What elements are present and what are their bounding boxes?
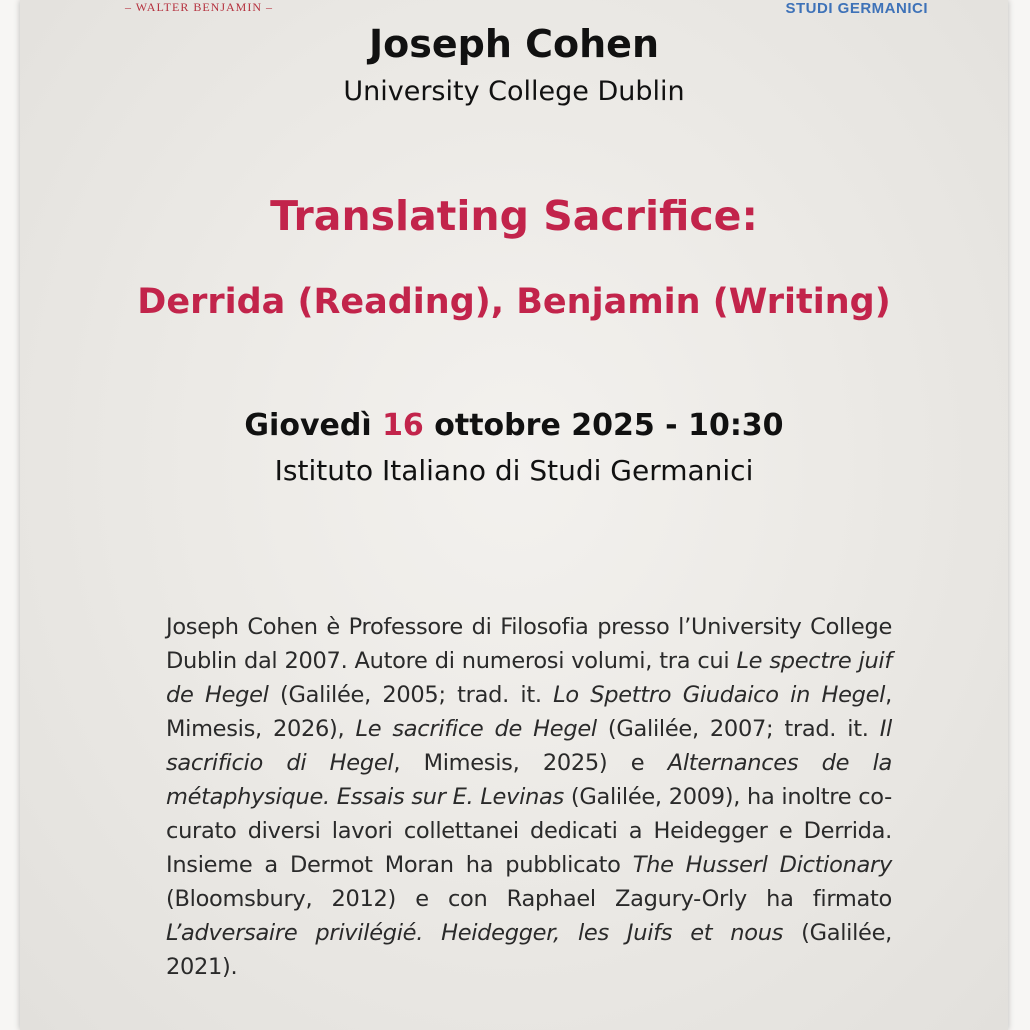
event-day: 16 — [382, 408, 424, 443]
bio-text: (Galilée, 2009), ha inoltre co-curato diversi lavori collettanei dedicati a Heidegger e Derrida. Insieme a Dermot Moran ha pubblicato — [166, 784, 892, 878]
bio-text: , Mimesis, 2025) e — [393, 750, 668, 776]
bio-text: (Galilée, 2005; trad. it. — [268, 682, 554, 708]
speaker-name: Joseph Cohen — [369, 22, 659, 66]
talk-subtitle: Derrida (Reading), Benjamin (Writing) — [137, 282, 891, 322]
bio-text: , Mimesis, 2026), — [166, 682, 892, 742]
speaker-affiliation: University College Dublin — [343, 76, 685, 107]
bio-book-title: Il sacrificio di Hegel — [166, 716, 892, 776]
talk-title: Translating Sacrifice: — [270, 192, 758, 240]
bio-text: Joseph Cohen è Professore di Filosofia presso l’University College Dublin dal 2007. Autore di numerosi volumi, tra cui — [166, 614, 892, 674]
bio-book-title: Le spectre juif de Hegel — [166, 648, 892, 708]
event-venue: Istituto Italiano di Studi Germanici — [274, 454, 754, 487]
speaker-bio — [166, 610, 892, 984]
event-weekday: Giovedì — [244, 408, 372, 443]
bio-book-title: Alternances de la métaphysique. Essais sur E. Levinas — [166, 750, 893, 810]
bio-text: (Bloomsbury, 2012) e con Raphael Zagury-Orly ha firmato — [166, 886, 892, 912]
bio-text: (Galilée, 2021). — [166, 920, 892, 980]
event-month-year-time: ottobre 2025 - 10:30 — [434, 408, 784, 443]
series-label: – WALTER BENJAMIN – — [125, 0, 274, 14]
bio-book-title: Lo Spettro Giudaico in Hegel — [553, 682, 886, 708]
event-poster — [20, 0, 1008, 1030]
event-date — [20, 408, 1008, 443]
bio-book-title: Le sacrifice de Hegel — [355, 716, 597, 742]
bio-book-title: The Husserl Dictionary — [632, 852, 893, 878]
bio-text: (Galilée, 2007; trad. it. — [596, 716, 880, 742]
bio-book-title: L’adversaire privilégié. Heidegger, les Juifs et nous — [166, 920, 784, 946]
institute-logo-text: STUDI GERMANICI — [785, 0, 928, 17]
